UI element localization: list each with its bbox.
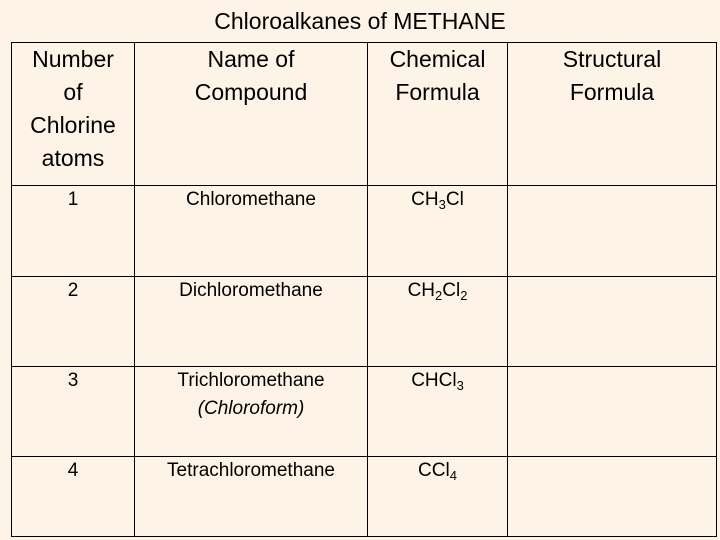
header-text: Name of	[207, 46, 295, 72]
chemical-formula-cell	[368, 277, 508, 367]
formula-part: Cl	[442, 280, 461, 301]
compound-name-cell	[135, 277, 368, 367]
header-structural-formula	[508, 43, 717, 186]
formula-part: CH	[411, 189, 439, 210]
formula-subscript: 3	[438, 197, 446, 212]
chlorine-count-cell: 3	[12, 367, 135, 457]
formula-part: CHCl	[411, 370, 457, 391]
structural-formula-cell	[508, 367, 717, 457]
header-compound-name	[135, 43, 368, 186]
header-text: Structural	[562, 46, 662, 72]
formula-part: CH	[407, 280, 436, 301]
chemical-formula-cell	[368, 367, 508, 457]
compound-name-cell	[135, 186, 368, 277]
compound-name: Dichloromethane	[179, 280, 323, 301]
table-row	[12, 457, 717, 537]
table-row	[12, 186, 717, 277]
table-row	[12, 367, 717, 457]
header-text: Formula	[569, 79, 655, 105]
chlorine-count-cell: 4	[12, 457, 135, 537]
chemical-formula-cell	[368, 186, 508, 277]
header-text: Chemical	[389, 46, 486, 72]
chlorine-count-cell: 2	[12, 277, 135, 367]
chlorine-count-cell: 1	[12, 186, 135, 277]
structural-formula-cell	[508, 277, 717, 367]
compound-name-cell	[135, 457, 368, 537]
formula-subscript: 2	[435, 288, 443, 303]
structural-formula-cell	[508, 186, 717, 277]
slide-title: Chloroalkanes of METHANE	[214, 8, 506, 34]
header-text: atoms	[41, 145, 105, 171]
compound-name: Chloromethane	[186, 189, 316, 210]
formula-part: CCl	[418, 460, 450, 481]
header-row	[12, 43, 717, 186]
chemical-formula-cell	[368, 457, 508, 537]
formula-subscript: 2	[460, 288, 468, 303]
header-text: Chlorine	[30, 112, 116, 138]
structural-formula-cell	[508, 457, 717, 537]
chloroalkanes-table	[11, 42, 717, 537]
formula-subscript: 4	[449, 468, 457, 483]
header-chlorine-atoms	[12, 43, 135, 186]
header-text: of	[63, 79, 83, 105]
compound-name: Tetrachloromethane	[167, 460, 335, 481]
compound-common-name: (Chloroform)	[197, 398, 305, 419]
compound-name: Trichloromethane	[177, 370, 325, 391]
formula-part: Cl	[445, 189, 464, 210]
header-text: Formula	[395, 79, 480, 105]
header-text: Compound	[194, 79, 308, 105]
compound-name-cell	[135, 367, 368, 457]
table-row	[12, 277, 717, 367]
header-text: Number	[32, 46, 114, 72]
header-chemical-formula	[368, 43, 508, 186]
formula-subscript: 3	[456, 378, 464, 393]
